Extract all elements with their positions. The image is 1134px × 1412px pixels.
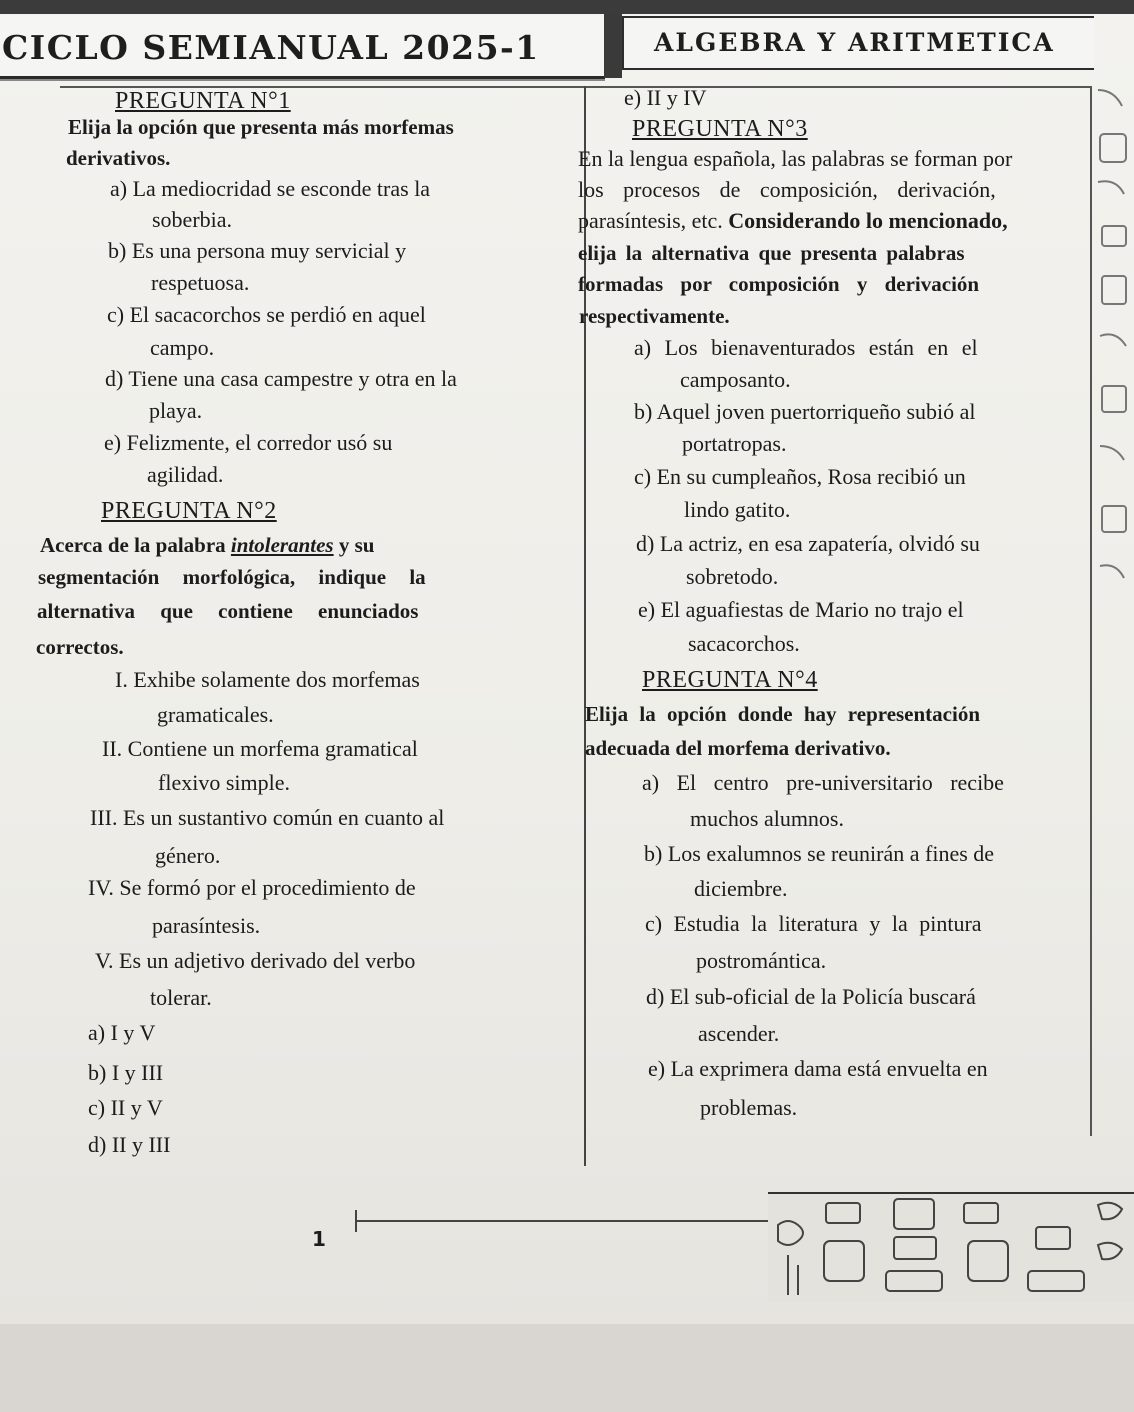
q4-option-d-line-1: d) El sub-oficial de la Policía buscará <box>646 984 976 1009</box>
q4-option-e-line-1: e) La exprimera dama está envuelta en <box>648 1056 988 1081</box>
q2-option-d: d) II y III <box>88 1132 171 1157</box>
q1-option-b-line-2: respetuosa. <box>151 270 250 295</box>
q3-stem-line-4: elija la alternativa que presenta palabras <box>578 241 965 265</box>
q2-stem-line-4: correctos. <box>36 635 124 659</box>
q2-statement-4-line-1: IV. Se formó por el procedimiento de <box>88 875 416 900</box>
q2-statement-2-line-2: flexivo simple. <box>158 770 290 795</box>
q2-stem-text-1a: Acerca de la palabra <box>40 533 231 557</box>
q4-option-e-line-2: problemas. <box>700 1095 798 1120</box>
q2-statement-5-line-1: V. Es un adjetivo derivado del verbo <box>95 948 416 973</box>
q3-option-b-line-2: portatropas. <box>682 431 787 456</box>
q1-option-e-line-2: agilidad. <box>147 462 224 487</box>
q3-option-b-line-1: b) Aquel joven puertorriqueño subió al <box>634 399 976 424</box>
q2-statement-1-line-2: gramaticales. <box>157 702 274 727</box>
q3-option-e-line-2: sacacorchos. <box>688 631 800 656</box>
q1-option-a-line-2: soberbia. <box>152 207 233 232</box>
q4-stem-line-2: adecuada del morfema derivativo. <box>585 736 891 760</box>
q4-option-c-line-2: postromántica. <box>696 948 827 973</box>
q3-stem-line-3 <box>578 210 1008 232</box>
q2-statement-3-line-1: III. Es un sustantivo común en cuanto al <box>90 805 445 830</box>
q2-stem-line-2: segmentación morfológica, indique la <box>38 565 426 589</box>
q1-option-a-line-1: a) La mediocridad se esconde tras la <box>110 176 431 201</box>
q3-stem-text-3a: parasíntesis, etc. <box>578 208 729 233</box>
q3-stem-line-1: En la lengua española, las palabras se forman por <box>578 146 1013 171</box>
q3-option-d-line-2: sobretodo. <box>686 564 779 589</box>
q3-option-d-line-1: d) La actriz, en esa zapatería, olvidó su <box>636 531 980 556</box>
q1-option-c-line-1: c) El sacacorchos se perdió en aquel <box>107 302 426 327</box>
q4-option-a-line-1: a) El centro pre-universitario recibe <box>642 770 1004 795</box>
q3-option-a-line-2: camposanto. <box>680 367 791 392</box>
subject-title: ALGEBRA Y ARITMETICA <box>654 28 1055 57</box>
header-right-box <box>622 16 1094 70</box>
q3-option-a-line-1: a) Los bienaventurados están en el <box>634 335 978 360</box>
q4-option-b-line-1: b) Los exalumnos se reunirán a fines de <box>644 841 995 866</box>
q3-option-c-line-1: c) En su cumpleaños, Rosa recibió un <box>634 464 966 489</box>
q3-option-e-line-1: e) El aguafiestas de Mario no trajo el <box>638 597 964 622</box>
q1-stem-line-1 <box>68 117 556 138</box>
q1-option-d-line-2: playa. <box>149 398 203 423</box>
q2-option-e: e) II y IV <box>624 85 707 110</box>
q2-stem-line-3: alternativa que contiene enunciados <box>37 599 419 623</box>
footer-glyph-ornament <box>768 1185 1134 1301</box>
q2-stem-text-1b: y su <box>333 533 375 557</box>
q4-option-b-line-2: diciembre. <box>694 876 788 901</box>
q1-stem-text-1: Elija la opción que presenta más morfemas <box>68 115 454 139</box>
q2-option-b: b) I y III <box>88 1060 164 1085</box>
q3-stem-line-6: respectivamente. <box>579 304 730 328</box>
q3-title: PREGUNTA N°3 <box>632 116 808 142</box>
q2-statement-2-line-1: II. Contiene un morfema gramatical <box>102 736 418 761</box>
q2-statement-4-line-2: parasíntesis. <box>152 913 261 938</box>
q4-title: PREGUNTA N°4 <box>642 667 818 693</box>
side-glyph-border <box>1092 86 1134 646</box>
page-number: 1 <box>312 1227 326 1251</box>
q2-stem-word: intolerantes <box>230 533 334 557</box>
q1-option-e-line-1: e) Felizmente, el corredor usó su <box>104 430 393 455</box>
q4-stem-line-1: Elija la opción donde hay representación <box>585 702 981 726</box>
q4-option-a-line-2: muchos alumnos. <box>690 806 844 831</box>
footer-rule <box>355 1220 775 1222</box>
q2-title: PREGUNTA N°2 <box>101 498 277 524</box>
q3-stem-line-5: formadas por composición y derivación <box>578 272 980 296</box>
header-left-box <box>0 16 605 79</box>
q1-option-b-line-1: b) Es una persona muy servicial y <box>108 238 407 263</box>
q3-stem-line-2: los procesos de composición, derivación, <box>578 177 996 202</box>
q4-option-c-line-1: c) Estudia la literatura y la pintura <box>645 911 982 936</box>
course-title: CICLO SEMIANUAL 2025-1 <box>2 28 540 67</box>
q1-option-c-line-2: campo. <box>150 335 215 360</box>
q2-option-a: a) I y V <box>88 1020 156 1045</box>
q2-stem-line-1 <box>40 535 374 556</box>
q1-option-d-line-1: d) Tiene una casa campestre y otra en la <box>105 366 457 391</box>
q2-statement-5-line-2: tolerar. <box>150 985 212 1010</box>
q2-statement-1-line-1: I. Exhibe solamente dos morfemas <box>115 667 420 692</box>
q1-title: PREGUNTA N°1 <box>115 88 291 114</box>
q2-option-c: c) II y V <box>88 1095 163 1120</box>
q1-stem-line-2: derivativos. <box>66 146 171 170</box>
header-divider <box>604 14 622 78</box>
q4-option-d-line-2: ascender. <box>698 1021 780 1046</box>
q2-statement-3-line-2: género. <box>155 843 221 868</box>
q3-option-c-line-2: lindo gatito. <box>684 497 791 522</box>
q3-stem-text-3b: Considerando lo mencionado, <box>728 208 1008 233</box>
